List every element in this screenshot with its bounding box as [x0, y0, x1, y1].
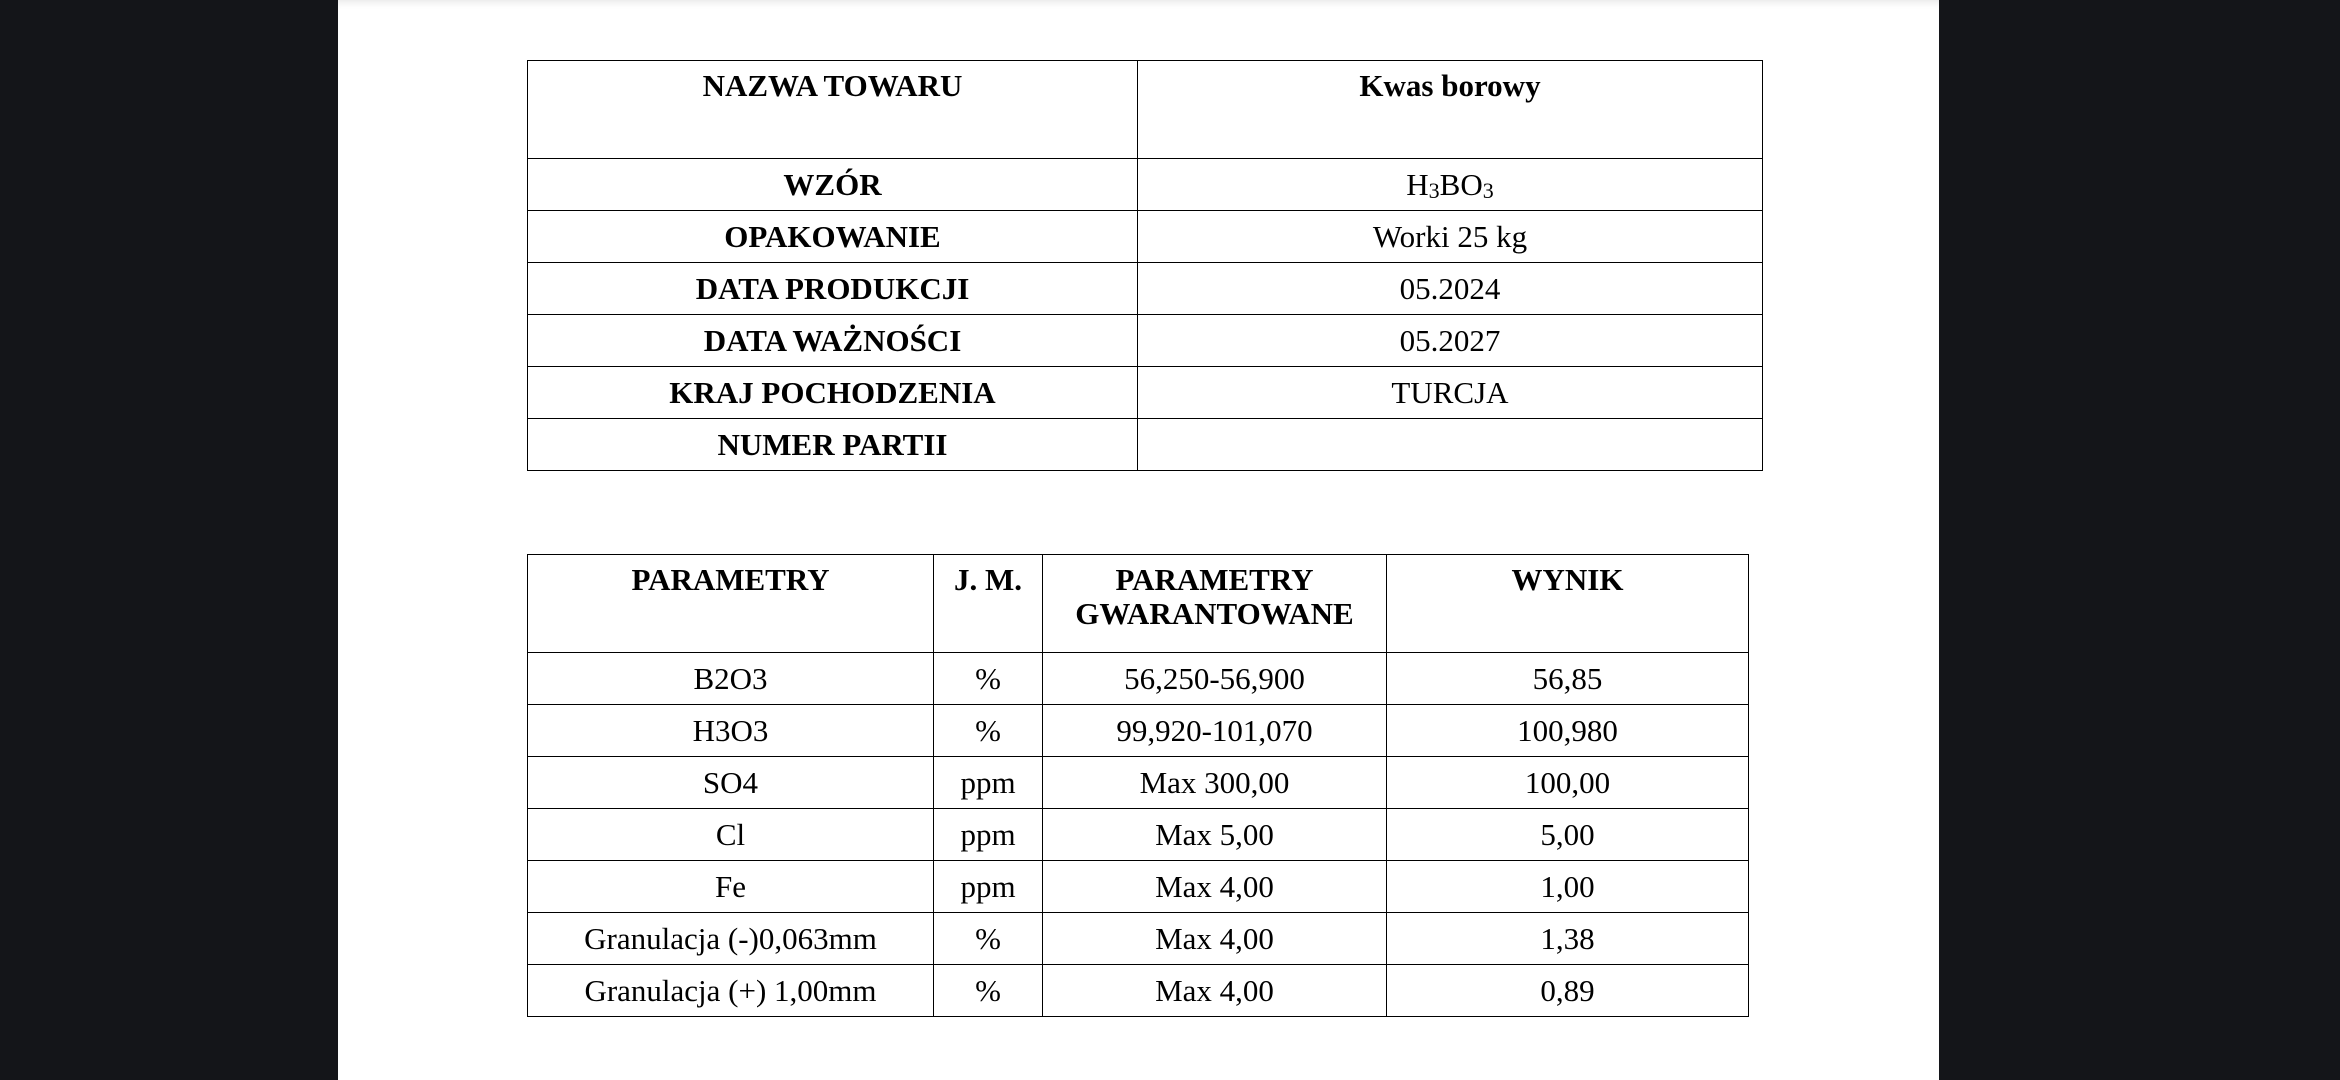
table-row — [528, 315, 1763, 367]
table-row — [528, 653, 1749, 705]
guaranteed-cell: Max 4,00 — [1043, 965, 1387, 1017]
parameters-table — [527, 554, 1749, 1017]
row-label: OPAKOWANIE — [528, 211, 1138, 263]
formula-part: BO — [1439, 166, 1483, 202]
header-guaranteed: PARAMETRY GWARANTOWANE — [1043, 555, 1387, 653]
table-row — [528, 965, 1749, 1017]
param-cell: Granulacja (+) 1,00mm — [528, 965, 934, 1017]
result-cell: 1,38 — [1387, 913, 1749, 965]
formula-label: WZÓR — [528, 159, 1138, 211]
result-cell: 100,00 — [1387, 757, 1749, 809]
param-cell: H3O3 — [528, 705, 934, 757]
unit-cell: ppm — [934, 809, 1043, 861]
unit-cell: % — [934, 653, 1043, 705]
row-value: 05.2027 — [1138, 315, 1763, 367]
table-row — [528, 757, 1749, 809]
unit-cell: ppm — [934, 757, 1043, 809]
row-value: TURCJA — [1138, 367, 1763, 419]
result-cell: 0,89 — [1387, 965, 1749, 1017]
unit-cell: % — [934, 965, 1043, 1017]
table-row — [528, 861, 1749, 913]
row-label: NUMER PARTII — [528, 419, 1138, 471]
table-row — [528, 913, 1749, 965]
formula-subscript: 3 — [1428, 177, 1440, 203]
header-unit: J. M. — [934, 555, 1043, 653]
guaranteed-cell: 56,250-56,900 — [1043, 653, 1387, 705]
table-row — [528, 367, 1763, 419]
param-cell: Fe — [528, 861, 934, 913]
row-label: KRAJ POCHODZENIA — [528, 367, 1138, 419]
formula-part: H — [1406, 166, 1429, 202]
table-row — [528, 211, 1763, 263]
unit-cell: % — [934, 705, 1043, 757]
param-cell: Cl — [528, 809, 934, 861]
header-result: WYNIK — [1387, 555, 1749, 653]
parameters-header-row — [528, 555, 1749, 653]
product-info-table — [527, 60, 1763, 471]
result-cell: 100,980 — [1387, 705, 1749, 757]
header-parameters: PARAMETRY — [528, 555, 934, 653]
param-cell: B2O3 — [528, 653, 934, 705]
formula-subscript: 3 — [1482, 177, 1494, 203]
table-row — [528, 263, 1763, 315]
row-label: DATA PRODUKCJI — [528, 263, 1138, 315]
product-name-label: NAZWA TOWARU — [528, 61, 1138, 159]
table-row — [528, 419, 1763, 471]
unit-cell: ppm — [934, 861, 1043, 913]
product-name-row — [528, 61, 1763, 159]
param-cell: SO4 — [528, 757, 934, 809]
guaranteed-cell: Max 4,00 — [1043, 913, 1387, 965]
guaranteed-cell: Max 4,00 — [1043, 861, 1387, 913]
unit-cell: % — [934, 913, 1043, 965]
product-name-value: Kwas borowy — [1138, 61, 1763, 159]
row-value: 05.2024 — [1138, 263, 1763, 315]
guaranteed-cell: 99,920-101,070 — [1043, 705, 1387, 757]
document-page — [338, 0, 1939, 1080]
guaranteed-cell: Max 300,00 — [1043, 757, 1387, 809]
formula-row — [528, 159, 1763, 211]
row-value — [1138, 419, 1763, 471]
param-cell: Granulacja (-)0,063mm — [528, 913, 934, 965]
table-row — [528, 705, 1749, 757]
result-cell: 5,00 — [1387, 809, 1749, 861]
row-value: Worki 25 kg — [1138, 211, 1763, 263]
row-label: DATA WAŻNOŚCI — [528, 315, 1138, 367]
formula-value — [1138, 159, 1763, 211]
guaranteed-cell: Max 5,00 — [1043, 809, 1387, 861]
result-cell: 56,85 — [1387, 653, 1749, 705]
result-cell: 1,00 — [1387, 861, 1749, 913]
table-row — [528, 809, 1749, 861]
